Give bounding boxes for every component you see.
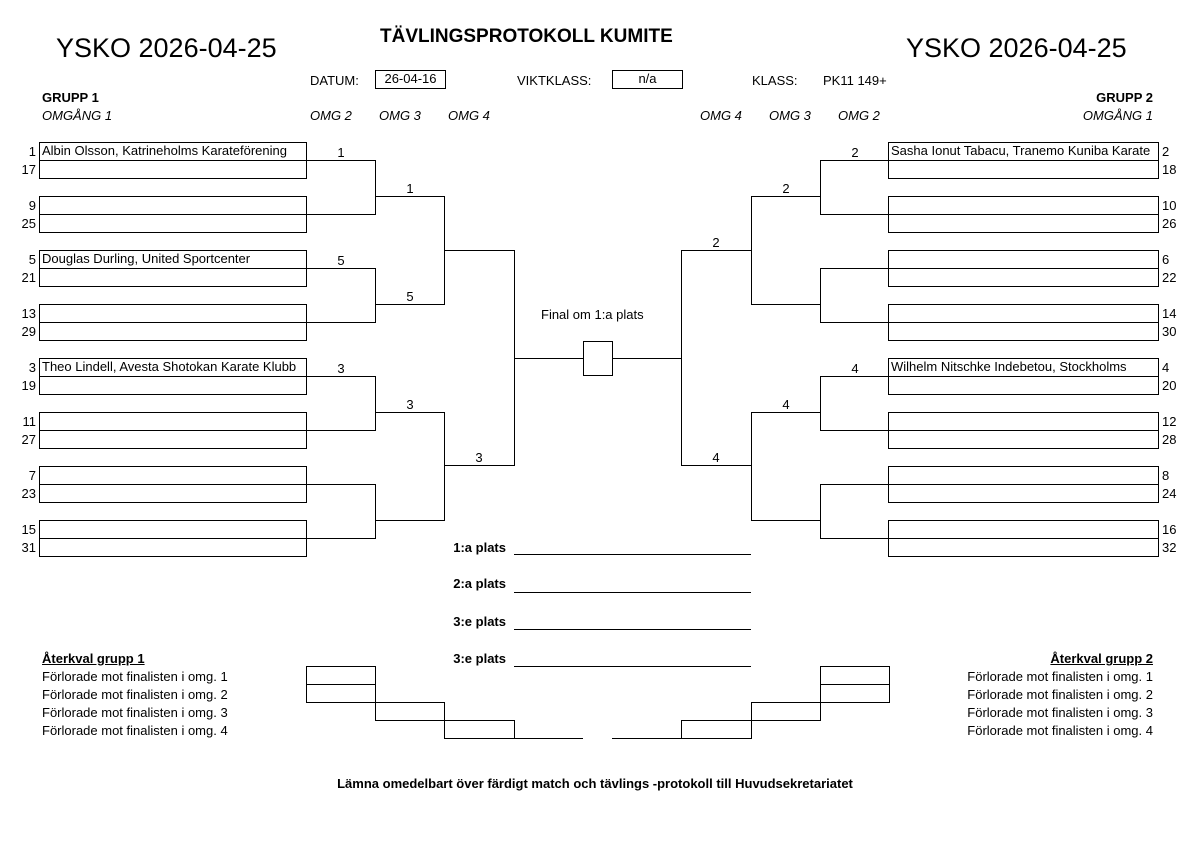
final-label: Final om 1:a plats <box>541 307 644 322</box>
group2-omg3-result-1: 2 <box>782 181 790 196</box>
group2-entry-1[interactable]: Sasha Ionut Tabacu, Tranemo Kuniba Karate <box>888 142 1159 161</box>
group2-omg3-line-1 <box>751 196 821 197</box>
group2-omg2-line-top-3 <box>820 376 889 377</box>
group1-seed-8: 29 <box>21 324 36 339</box>
group1-round1-header: OMGÅNG 1 <box>42 108 113 123</box>
group1-omg3-line-3 <box>375 412 445 413</box>
repechage1-box-3[interactable] <box>375 702 445 721</box>
group1-seed-3: 9 <box>28 198 36 213</box>
group2-entry-11[interactable] <box>888 412 1159 431</box>
klass-label: KLASS: <box>752 73 798 88</box>
group1-omg2-line-bot-3 <box>306 430 376 431</box>
group2-omg4-line-1 <box>681 250 752 251</box>
group1-entry-15[interactable] <box>39 520 307 539</box>
group2-entry-7[interactable] <box>888 304 1159 323</box>
group2-seed-14: 24 <box>1162 486 1177 501</box>
group2-entry-14[interactable] <box>888 484 1159 503</box>
group1-omg3-result-2: 5 <box>406 289 414 304</box>
group2-seed-11: 12 <box>1162 414 1177 429</box>
group2-round1-header: OMGÅNG 1 <box>1082 108 1153 123</box>
group1-final-line <box>514 358 583 359</box>
event-title-left: YSKO 2026-04-25 <box>56 33 277 63</box>
group1-entry-7[interactable] <box>39 304 307 323</box>
group1-title: GRUPP 1 <box>42 90 99 105</box>
group1-entry-11[interactable] <box>39 412 307 431</box>
group2-omg2-join-1 <box>820 160 821 214</box>
group1-entry-8[interactable] <box>39 322 307 341</box>
group1-omg2-header: OMG 2 <box>310 108 352 123</box>
group1-entry-12[interactable] <box>39 430 307 449</box>
repechage1-line-3: Förlorade mot finalisten i omg. 3 <box>42 705 228 720</box>
group1-seed-13: 7 <box>28 468 36 483</box>
footer-note: Lämna omedelbart över färdigt match och tävlings -protokoll till Huvudsekretariatet <box>337 776 853 791</box>
group2-omg4-result-1: 2 <box>712 235 720 250</box>
group1-entry-2[interactable] <box>39 160 307 179</box>
repechage2-line-4: Förlorade mot finalisten i omg. 4 <box>967 723 1153 738</box>
group2-omg3-result-3: 4 <box>782 397 790 412</box>
group2-entry-5[interactable] <box>888 250 1159 269</box>
group1-entry-1[interactable]: Albin Olsson, Katrineholms Karateförening <box>39 142 307 161</box>
group2-entry-12[interactable] <box>888 430 1159 449</box>
repechage2-line-2: Förlorade mot finalisten i omg. 2 <box>967 687 1153 702</box>
group1-seed-14: 23 <box>21 486 36 501</box>
group1-seed-12: 27 <box>21 432 36 447</box>
group2-seed-7: 14 <box>1162 306 1177 321</box>
group1-omg2-line-top-2 <box>306 268 376 269</box>
group2-omg3-line-4 <box>751 520 821 521</box>
placing-label-3: 3:e plats <box>453 614 506 629</box>
group2-omg2-line-top-1 <box>820 160 889 161</box>
group1-entry-10[interactable] <box>39 376 307 395</box>
group1-entry-13[interactable] <box>39 466 307 485</box>
group2-seed-4: 26 <box>1162 216 1177 231</box>
group1-seed-4: 25 <box>21 216 36 231</box>
group1-omg3-join-2 <box>444 412 445 520</box>
repechage2-line-3: Förlorade mot finalisten i omg. 3 <box>967 705 1153 720</box>
group2-omg3-line-3 <box>751 412 821 413</box>
group2-seed-16: 32 <box>1162 540 1177 555</box>
group1-omg2-join-4 <box>375 484 376 538</box>
group1-entry-9[interactable]: Theo Lindell, Avesta Shotokan Karate Klubb <box>39 358 307 377</box>
repechage1-connector <box>375 684 376 703</box>
group1-omg2-line-top-4 <box>306 484 376 485</box>
group1-seed-1: 1 <box>28 144 36 159</box>
repechage2-result-line[interactable] <box>612 738 681 739</box>
group2-omg2-header: OMG 2 <box>838 108 880 123</box>
group1-omg4-header: OMG 4 <box>448 108 490 123</box>
group2-omg2-join-4 <box>820 484 821 538</box>
group2-omg2-result-3: 4 <box>851 361 859 376</box>
group2-seed-1: 2 <box>1162 144 1170 159</box>
group2-omg2-line-top-4 <box>820 484 889 485</box>
repechage1-line-4: Förlorade mot finalisten i omg. 4 <box>42 723 228 738</box>
group1-omg3-line-1 <box>375 196 445 197</box>
group1-seed-9: 3 <box>28 360 36 375</box>
placing-line-4[interactable] <box>514 666 751 667</box>
group2-seed-13: 8 <box>1162 468 1170 483</box>
repechage1-result-line[interactable] <box>514 738 583 739</box>
group2-entry-15[interactable] <box>888 520 1159 539</box>
group2-seed-12: 28 <box>1162 432 1177 447</box>
group1-omg2-join-1 <box>375 160 376 214</box>
group2-omg4-result-2: 4 <box>712 450 720 465</box>
group2-omg4-header: OMG 4 <box>700 108 742 123</box>
group2-entry-4[interactable] <box>888 214 1159 233</box>
group1-seed-16: 31 <box>21 540 36 555</box>
group1-omg2-join-2 <box>375 268 376 322</box>
group1-omg2-line-top-1 <box>306 160 376 161</box>
group1-omg2-result-2: 5 <box>337 253 345 268</box>
group1-omg4-result-2: 3 <box>475 450 483 465</box>
group1-omg3-line-4 <box>375 520 445 521</box>
repechage2-box-3[interactable] <box>751 702 821 721</box>
group2-seed-5: 6 <box>1162 252 1170 267</box>
group2-omg2-line-bot-3 <box>820 430 889 431</box>
placing-line-3[interactable] <box>514 629 751 630</box>
group2-omg2-join-2 <box>820 268 821 322</box>
datum-field[interactable]: 26-04-16 <box>375 70 446 89</box>
repechage1-title: Återkval grupp 1 <box>42 651 145 666</box>
group1-seed-5: 5 <box>28 252 36 267</box>
group1-omg2-result-3: 3 <box>337 361 345 376</box>
group1-seed-6: 21 <box>21 270 36 285</box>
group1-seed-7: 13 <box>21 306 36 321</box>
group2-omg2-line-bot-1 <box>820 214 889 215</box>
group1-entry-14[interactable] <box>39 484 307 503</box>
repechage2-title: Återkval grupp 2 <box>1050 651 1153 666</box>
group2-omg2-line-top-2 <box>820 268 889 269</box>
datum-label: DATUM: <box>310 73 359 88</box>
group1-omg2-result-1: 1 <box>337 145 345 160</box>
repechage1-line-2: Förlorade mot finalisten i omg. 2 <box>42 687 228 702</box>
group2-seed-6: 22 <box>1162 270 1177 285</box>
repechage1-line-1: Förlorade mot finalisten i omg. 1 <box>42 669 228 684</box>
group1-omg2-join-3 <box>375 376 376 430</box>
group2-entry-10[interactable] <box>888 376 1159 395</box>
repechage2-box-1[interactable] <box>820 666 890 685</box>
group1-entry-3[interactable] <box>39 196 307 215</box>
group2-entry-3[interactable] <box>888 196 1159 215</box>
group1-seed-10: 19 <box>21 378 36 393</box>
group1-omg3-header: OMG 3 <box>379 108 421 123</box>
group2-entry-2[interactable] <box>888 160 1159 179</box>
repechage1-box-4[interactable] <box>444 720 515 739</box>
group1-entry-5[interactable]: Douglas Durling, United Sportcenter <box>39 250 307 269</box>
group2-seed-2: 18 <box>1162 162 1177 177</box>
repechage2-box-2[interactable] <box>820 684 890 703</box>
event-title-right: YSKO 2026-04-25 <box>906 33 1127 63</box>
group2-seed-9: 4 <box>1162 360 1170 375</box>
group1-seed-11: 11 <box>22 414 36 429</box>
group1-omg2-line-bot-4 <box>306 538 376 539</box>
repechage1-box-1[interactable] <box>306 666 376 685</box>
viktklass-label: VIKTKLASS: <box>517 73 592 88</box>
group2-omg3-header: OMG 3 <box>769 108 811 123</box>
group1-omg3-result-1: 1 <box>406 181 414 196</box>
repechage2-connector <box>820 684 821 703</box>
group2-entry-9[interactable]: Wilhelm Nitschke Indebetou, Stockholms <box>888 358 1159 377</box>
viktklass-field[interactable]: n/a <box>612 70 683 89</box>
group1-omg4-line-1 <box>444 250 515 251</box>
group2-omg2-line-bot-4 <box>820 538 889 539</box>
repechage2-line-1: Förlorade mot finalisten i omg. 1 <box>967 669 1153 684</box>
repechage2-box-4[interactable] <box>681 720 752 739</box>
group1-omg3-line-2 <box>375 304 445 305</box>
group2-entry-13[interactable] <box>888 466 1159 485</box>
repechage1-box-2[interactable] <box>306 684 376 703</box>
group2-title: GRUPP 2 <box>1096 90 1153 105</box>
group2-final-line <box>612 358 682 359</box>
group2-entry-6[interactable] <box>888 268 1159 287</box>
placing-line-1[interactable] <box>514 554 751 555</box>
group2-entry-8[interactable] <box>888 322 1159 341</box>
group1-seed-2: 17 <box>21 162 36 177</box>
placing-label-1: 1:a plats <box>453 540 506 555</box>
group1-entry-6[interactable] <box>39 268 307 287</box>
group1-entry-16[interactable] <box>39 538 307 557</box>
group1-omg2-line-top-3 <box>306 376 376 377</box>
group2-omg2-line-bot-2 <box>820 322 889 323</box>
group1-omg2-line-bot-2 <box>306 322 376 323</box>
group2-seed-8: 30 <box>1162 324 1177 339</box>
group2-omg2-result-1: 2 <box>851 145 859 160</box>
group2-omg3-line-2 <box>751 304 821 305</box>
group1-omg4-line-2 <box>444 465 515 466</box>
group1-seed-15: 15 <box>21 522 36 537</box>
group2-omg3-join-2 <box>751 412 752 520</box>
group1-entry-4[interactable] <box>39 214 307 233</box>
placing-line-2[interactable] <box>514 592 751 593</box>
group1-omg3-result-3: 3 <box>406 397 414 412</box>
group2-seed-10: 20 <box>1162 378 1177 393</box>
group1-omg2-line-bot-1 <box>306 214 376 215</box>
group2-omg4-line-2 <box>681 465 752 466</box>
group2-seed-15: 16 <box>1162 522 1177 537</box>
page-title: TÄVLINGSPROTOKOLL KUMITE <box>380 26 673 47</box>
placing-label-2: 2:a plats <box>453 576 506 591</box>
group2-seed-3: 10 <box>1162 198 1177 213</box>
klass-value: PK11 149+ <box>823 73 887 88</box>
final-result-box[interactable] <box>583 341 613 376</box>
placing-label-4: 3:e plats <box>453 651 506 666</box>
group2-omg2-join-3 <box>820 376 821 430</box>
group2-entry-16[interactable] <box>888 538 1159 557</box>
